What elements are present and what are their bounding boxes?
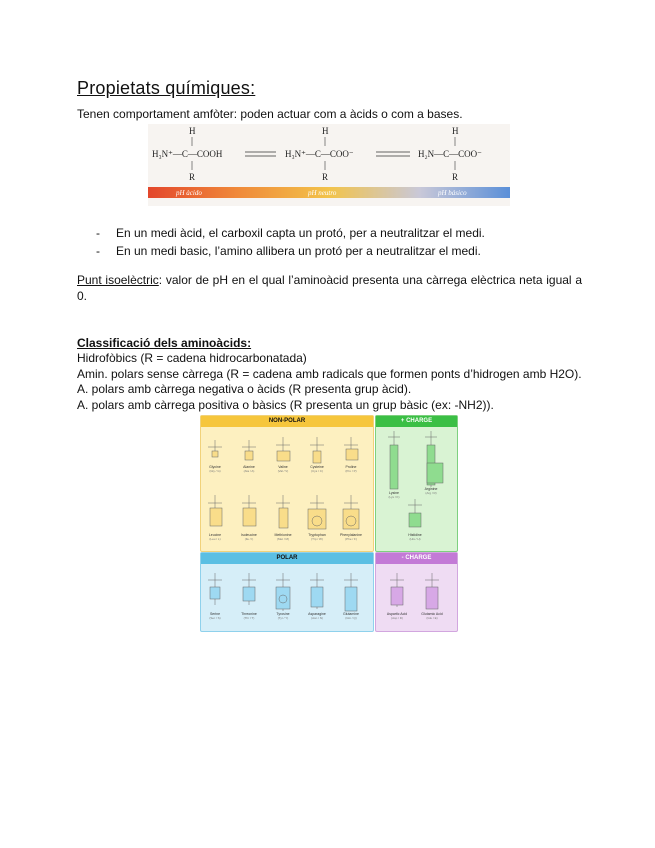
aa-label-arginine: Arginine (Arg / R) [424,487,438,495]
svg-text:H₃N⁺—C—COO⁻: H₃N⁺—C—COO⁻ [285,149,354,159]
alanine-structure [242,440,256,460]
aa-label-threonine: Threonine (Thr / T) [241,612,257,620]
panel-negative-title: - CHARGE [401,555,432,561]
form-acid [152,126,223,182]
aa-label-isoleucine: Isoleucine (Ile / I) [241,533,257,541]
phenylalanine-structure [343,495,359,529]
aa-label-phenylalanine: Phenylalanine (Phe / F) [340,533,362,541]
aa-label-proline: Proline (Pro / P) [345,465,357,473]
acid-base-equilibrium-figure [148,124,510,206]
list-item: - En un medi basic, l’amino allibera un protó per a neutralitzar el medi. [96,244,481,258]
form-acid-top: H [189,126,196,136]
svg-text:R: R [322,172,329,182]
serine-structure [208,573,222,605]
aa-label-aspartic-acid: Aspartic Acid (Asp / D) [386,612,408,620]
aa-label-histidine: Histidine (His / H) [408,533,422,541]
classification-line: Amin. polars sense càrrega (R = cadena amb radicals que formen ponts d’hidrogen amb H2O). [77,366,582,381]
cysteine-structure [310,437,324,463]
glutamic-acid-structure [425,573,439,609]
svg-text:R: R [452,172,459,182]
aa-label-glutamine: Glutamine (Gln / Q) [343,612,359,620]
threonine-structure [242,573,256,605]
classification-line: A. polars amb càrrega negativa o àcids (R presenta grup àcid). [77,382,412,396]
aa-label-valine: Valine (Val / V) [277,465,289,473]
glycine-structure [208,440,222,457]
aa-label-methionine: Methionine (Met / M) [274,533,292,541]
equilibrium-arrow-1 [245,152,276,156]
svg-text:H: H [452,126,459,136]
list-item: - En un medi àcid, el carboxil capta un protó, per a neutralitzar el medi. [96,226,485,240]
form-zwitterion [285,126,354,182]
aa-label-tyrosine: Tyrosine (Tyr / Y) [276,612,290,620]
ph-label-neutral: pH neutro [308,189,337,197]
lysine-structure [388,431,400,489]
amino-acid-classification-figure [200,415,456,630]
tyrosine-structure [276,573,290,611]
aa-label-glutamic-acid: Glutamic Acid (Glu / E) [421,612,443,620]
aa-label-tryptophan: Tryptophan (Trp / W) [308,533,326,541]
valine-structure [276,437,290,461]
classification-list [77,351,582,413]
page-title: Propietats químiques: [77,78,256,98]
asparagine-structure [310,573,324,609]
aspartic-acid-structure [390,573,404,607]
classification-line: Hidrofòbics (R = cadena hidrocarbonatada) [77,351,307,365]
panel-polar-title: POLAR [276,555,298,561]
ph-label-basic: pH básico [438,189,467,197]
leucine-structure [208,495,222,526]
panel-nonpolar-title: NON-POLAR [268,418,306,424]
isoelectric-term: Punt isoelèctric [77,273,159,287]
aa-label-alanine: Alanine (Ala / A) [243,465,255,473]
aa-label-serine: Serine (Ser / S) [209,612,221,620]
isoelectric-definition [77,272,582,304]
bullet-list [96,224,485,260]
arginine-structure [425,431,443,487]
proline-structure [344,437,358,460]
svg-text:H: H [322,126,329,136]
aa-label-lysine: Lysine (Lys / K) [388,491,400,499]
equilibrium-arrow-2 [376,152,410,156]
form-basic [418,126,482,182]
classification-line: A. polars amb càrrega positiva o bàsics (R presenta un grup bàsic (ex: -NH2)). [77,397,494,412]
aa-label-cysteine: Cysteine (Cys / C) [310,465,324,473]
panel-positive-title: + CHARGE [400,418,433,424]
aa-label-leucine: Leucine (Leu / L) [208,533,222,541]
aa-label-glycine: Glycine (Gly / G) [209,465,221,473]
form-acid-main: H₃N⁺—C—COOH [152,149,223,159]
histidine-structure [408,499,422,527]
ph-label-acid: pH àcido [176,189,202,197]
aa-label-asparagine: Asparagine (Asn / N) [308,612,326,620]
intro-text: Tenen comportament amfòter: poden actuar com a àcids o com a bases. [77,107,463,121]
form-acid-bottom: R [189,172,196,182]
classification-title: Classificació dels aminoàcids: [77,336,252,350]
methionine-structure [276,495,290,528]
tryptophan-structure [308,495,326,529]
glutamine-structure [344,573,358,611]
isoleucine-structure [242,495,256,526]
isoelectric-text: : valor de pH en el qual l’aminoàcid presenta una càrrega elèctrica neta igual a 0. [77,273,582,303]
svg-text:H₂N—C—COO⁻: H₂N—C—COO⁻ [418,149,482,159]
